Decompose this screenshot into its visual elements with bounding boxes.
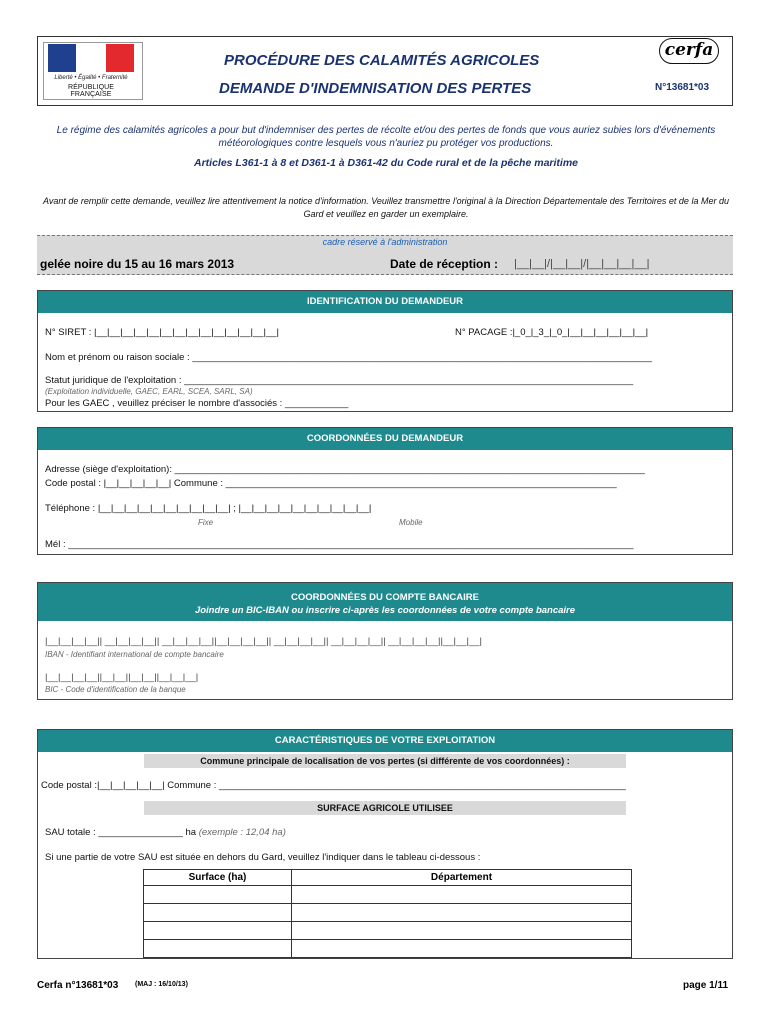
table-cell[interactable] xyxy=(144,886,292,904)
iban-field[interactable]: |__|__|__|__|| __|__|__|__|| __|__|__|__||__|__|__|__|| __|__|__|__|| __|__|__|__|| __|__|__|__||__|__|__| xyxy=(45,636,483,647)
sau-field[interactable] xyxy=(45,827,286,838)
intro-articles: Articles L361-1 à 8 et D361-1 à D361-42 du Code rural et de la pêche maritime xyxy=(194,157,578,169)
cerfa-logo: cerfa xyxy=(659,38,719,64)
footer-cerfa-number: Cerfa n°13681*03 xyxy=(37,980,119,991)
bic-hint: BIC - Code d'identification de la banque xyxy=(45,685,186,694)
phone-fixe-hint: Fixe xyxy=(198,518,214,527)
outside-gard-instruction: Si une partie de votre SAU est située en dehors du Gard, veuillez l'indiquer dans le tableau ci-dessous : xyxy=(45,852,481,863)
table-cell[interactable] xyxy=(292,904,632,922)
form-number: N°13681*03 xyxy=(655,82,710,93)
siret-field[interactable]: N° SIRET : |__|__|__|__|__|__|__|__|__|__|__|__|__|__| xyxy=(45,327,279,338)
bank-subtitle: Joindre un BIC-IBAN ou inscrire ci-après les coordonnées de votre compte bancaire xyxy=(194,605,576,616)
sau-bar: SURFACE AGRICOLE UTILISEE xyxy=(144,801,626,815)
table-row xyxy=(144,940,632,958)
section-contact xyxy=(37,427,733,555)
republic-motto: Liberté • Égalité • Fraternité xyxy=(54,75,128,81)
table-cell[interactable] xyxy=(292,940,632,958)
table-row xyxy=(144,904,632,922)
gaec-associates-field[interactable]: Pour les GAEC , veuillez préciser le nombre d'associés : ____________ xyxy=(45,398,349,409)
phone-mobile-hint: Mobile xyxy=(399,518,423,527)
section-identification xyxy=(37,290,733,412)
table-cell[interactable] xyxy=(144,940,292,958)
name-field[interactable]: Nom et prénom ou raison sociale : _______________________________________________________________________________________ xyxy=(45,352,652,363)
farm-postal-commune-field[interactable]: Code postal :|__|__|__|__|__| Commune : _____________________________________________________________________________ xyxy=(41,780,626,791)
sau-example: (exemple : 12,04 ha) xyxy=(198,827,286,838)
reception-date-label: Date de réception : xyxy=(390,257,499,271)
table-cell[interactable] xyxy=(292,922,632,940)
form-title-line2: DEMANDE D'INDEMNISATION DES PERTES xyxy=(219,80,532,97)
pacage-field[interactable]: N° PACAGE :|_0_|_3_|_0_|__|__|__|__|__|__| xyxy=(455,327,649,338)
tricolor-flag-icon xyxy=(48,44,134,72)
iban-hint: IBAN - Identifiant international de compte bancaire xyxy=(45,650,224,659)
footer-update-date: (MAJ : 16/10/13) xyxy=(135,981,188,988)
table-cell[interactable] xyxy=(292,886,632,904)
postal-commune-field[interactable]: Code postal : |__|__|__|__|__| Commune : __________________________________________________________________________ xyxy=(45,478,617,489)
section-title: IDENTIFICATION DU DEMANDEUR xyxy=(38,291,732,313)
legal-status-field[interactable]: Statut juridique de l'exploitation : _____________________________________________________________________________________ xyxy=(45,375,634,386)
table-row xyxy=(144,886,632,904)
col-surface: Surface (ha) xyxy=(144,870,292,886)
form-title-line1: PROCÉDURE DES CALAMITÉS AGRICOLES xyxy=(224,52,540,69)
reception-date-field: |__|__|/|__|__|/|__|__|__|__| xyxy=(514,258,650,270)
section-bank xyxy=(37,582,733,700)
table-row xyxy=(144,922,632,940)
sau-label: SAU totale : ________________ ha xyxy=(45,827,197,838)
bank-title: COORDONNÉES DU COMPTE BANCAIRE xyxy=(291,592,479,603)
admin-label: cadre réservé à l'administration xyxy=(322,237,448,247)
legal-status-hint: (Exploitation individuelle, GAEC, EARL, SCEA, SARL, SA) xyxy=(45,387,253,396)
intro-purpose: Le régime des calamités agricoles a pour but d'indemniser des pertes de récolte et/ou des pertes de fonds que vous auriez subies lors d'événements météorologiques contre lesquels vous n'auriez pu protéger vos productions. xyxy=(56,125,716,149)
intro-notice: Avant de remplir cette demande, veuillez lire attentivement la notice d'information. Veuillez transmettre l'original à la Direction Départementale des Territoires et de la Mer du Gard et veuillez en garder un exemplaire. xyxy=(43,196,729,219)
section-title xyxy=(38,583,732,621)
event-title: gelée noire du 15 au 16 mars 2013 xyxy=(40,257,235,271)
section-title: CARACTÉRISTIQUES DE VOTRE EXPLOITATION xyxy=(38,730,732,752)
republic-name: RÉPUBLIQUE FRANÇAISE xyxy=(67,84,115,98)
page-number: page 1/11 xyxy=(683,980,729,991)
table-cell[interactable] xyxy=(144,904,292,922)
bic-field[interactable]: |__|__|__|__||__|__||__|__||__|__|__| xyxy=(45,672,199,683)
phone-field[interactable]: Téléphone : |__|__|__|__|__|__|__|__|__|__| ; |__|__|__|__|__|__|__|__|__|__| xyxy=(45,503,372,514)
table-cell[interactable] xyxy=(144,922,292,940)
section-title: COORDONNÉES DU DEMANDEUR xyxy=(38,428,732,450)
commune-bar: Commune principale de localisation de vos pertes (si différente de vos coordonnées) : xyxy=(144,754,626,768)
col-departement: Département xyxy=(292,870,632,886)
email-field[interactable]: Mél : ___________________________________________________________________________________________________________ xyxy=(45,539,634,550)
address-field[interactable]: Adresse (siège d'exploitation): _________________________________________________________________________________________ xyxy=(45,464,645,475)
outside-area-table xyxy=(143,869,632,958)
